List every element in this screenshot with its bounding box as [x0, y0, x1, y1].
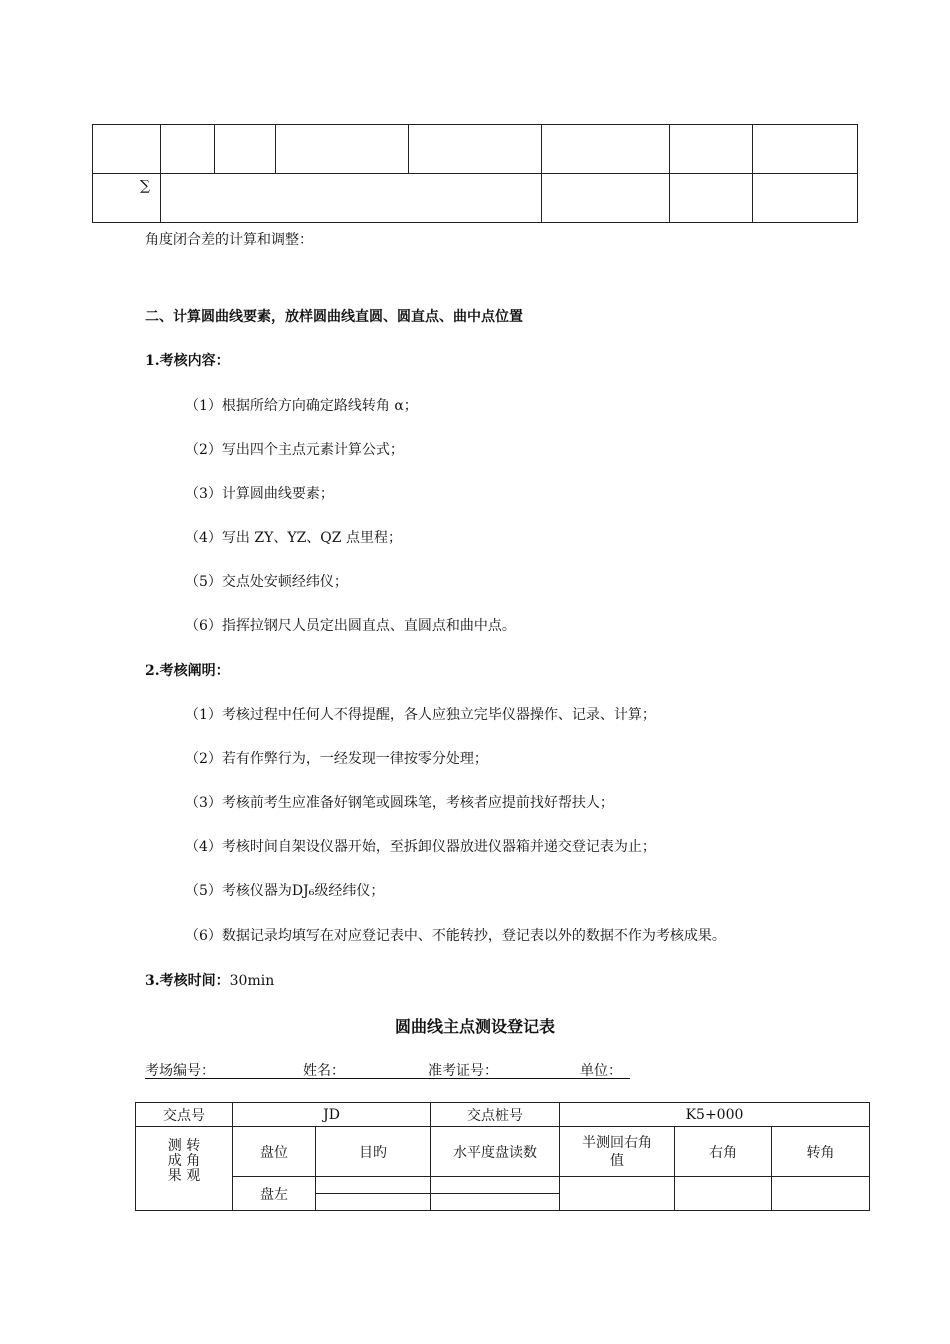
- exam-time-value: 30min: [229, 973, 275, 989]
- content-item: （6）指挥拉钢尺人员定出圆直点、直圆点和曲中点。: [185, 618, 516, 634]
- content-item: （3）计算圆曲线要素；: [185, 486, 334, 502]
- jd-label: 交点号: [163, 1107, 205, 1124]
- notes-item: （4）考核时间自架设仪器开始，至拆卸仪器放进仪器箱并递交登记表为止；: [185, 839, 656, 855]
- table-cell: [316, 1194, 431, 1211]
- section-2-title: 二、计算圆曲线要素，放样圆曲线直圆、圆直点、曲中点位置: [145, 309, 523, 325]
- table-cell: [542, 174, 670, 223]
- table-cell: [409, 125, 542, 174]
- angle-closure-table: [92, 124, 858, 223]
- closure-note: 角度闭合差的计算和调整：: [145, 232, 313, 248]
- content-item: （2）写出四个主点元素计算公式；: [185, 442, 404, 458]
- station-label-cell: [431, 1103, 560, 1127]
- content-item: （4）写出 ZY、YZ、QZ 点里程；: [185, 530, 402, 546]
- sigma-symbol: ∑: [140, 178, 150, 194]
- table-cell: [772, 1177, 870, 1211]
- right-angle-header: 右角: [709, 1144, 737, 1161]
- sigma-cell: [93, 174, 161, 223]
- jd-value: JD: [323, 1106, 340, 1123]
- venue-label: 考场编号：: [145, 1063, 215, 1079]
- name-label: 姓名：: [303, 1063, 345, 1079]
- content-item: （5）交点处安顿经纬仪；: [185, 574, 348, 590]
- table-cell: [161, 125, 215, 174]
- header-turn: [772, 1127, 870, 1177]
- exam-time: [145, 970, 274, 990]
- position-header: 盘位: [260, 1144, 288, 1161]
- table-cell: [431, 1177, 560, 1194]
- table-cell: [431, 1194, 560, 1211]
- exam-time-label: 3.考核时间：: [145, 973, 230, 989]
- table-cell: [753, 125, 858, 174]
- face-left-label: 盘左: [260, 1186, 288, 1203]
- table-cell: [215, 125, 276, 174]
- notes-item: （1）考核过程中任何人不得提醒，各人应独立完毕仪器操作、记录、计算；: [185, 707, 656, 723]
- ticket-label: 准考证号：: [428, 1063, 498, 1079]
- station-value-cell: [560, 1103, 870, 1127]
- record-table: [135, 1102, 870, 1211]
- header-half-angle: [560, 1127, 675, 1177]
- row-group-label: [136, 1127, 233, 1211]
- content-heading: 1.考核内容：: [145, 353, 230, 369]
- half-angle-header: 半测回右角: [582, 1134, 652, 1151]
- table-cell: [670, 174, 753, 223]
- row-label-line: 成 角: [167, 1153, 201, 1169]
- notes-item: （3）考核前考生应准备好钢笔或圆珠笔，考核者应提前找好帮扶人；: [185, 795, 614, 811]
- form-fields: [145, 1060, 630, 1079]
- row-label-line: 果 观: [167, 1168, 201, 1184]
- table-cell: [542, 125, 670, 174]
- notes-item: （6）数据记录均填写在对应登记表中、不能转抄，登记表以外的数据不作为考核成果。: [185, 928, 726, 944]
- station-value: K5+000: [685, 1106, 744, 1123]
- jd-label-cell: [136, 1103, 233, 1127]
- station-label: 交点桩号: [467, 1107, 523, 1124]
- form-title: 圆曲线主点测设登记表: [394, 1017, 555, 1036]
- header-position: [233, 1127, 316, 1177]
- turn-angle-header: 转角: [806, 1144, 835, 1161]
- notes-heading: 2.考核阐明：: [145, 663, 230, 679]
- table-cell: [560, 1177, 675, 1211]
- table-cell: [93, 125, 161, 174]
- jd-value-cell: [233, 1103, 431, 1127]
- face-left-cell: [233, 1177, 316, 1211]
- table-cell: [161, 174, 542, 223]
- half-angle-header-line2: 值: [610, 1152, 624, 1169]
- content-item: （1）根据所给方向确定路线转角 α；: [185, 398, 418, 414]
- notes-item: （2）若有作弊行为，一经发现一律按零分处理；: [185, 751, 488, 767]
- row-label-line: 测 转: [167, 1138, 201, 1154]
- table-cell: [276, 125, 409, 174]
- table-cell: [670, 125, 753, 174]
- unit-label: 单位：: [580, 1063, 622, 1079]
- notes-item: （5）考核仪器为DJ₆级经纬仪；: [185, 883, 385, 899]
- header-target: [316, 1127, 431, 1177]
- header-right: [675, 1127, 772, 1177]
- table-cell: [753, 174, 858, 223]
- row-group-label-text: [168, 1139, 200, 1184]
- table-cell: [316, 1177, 431, 1194]
- target-header: 目旳: [359, 1144, 387, 1161]
- header-reading: [431, 1127, 560, 1177]
- reading-header: 水平度盘读数: [453, 1144, 537, 1161]
- table-cell: [675, 1177, 772, 1211]
